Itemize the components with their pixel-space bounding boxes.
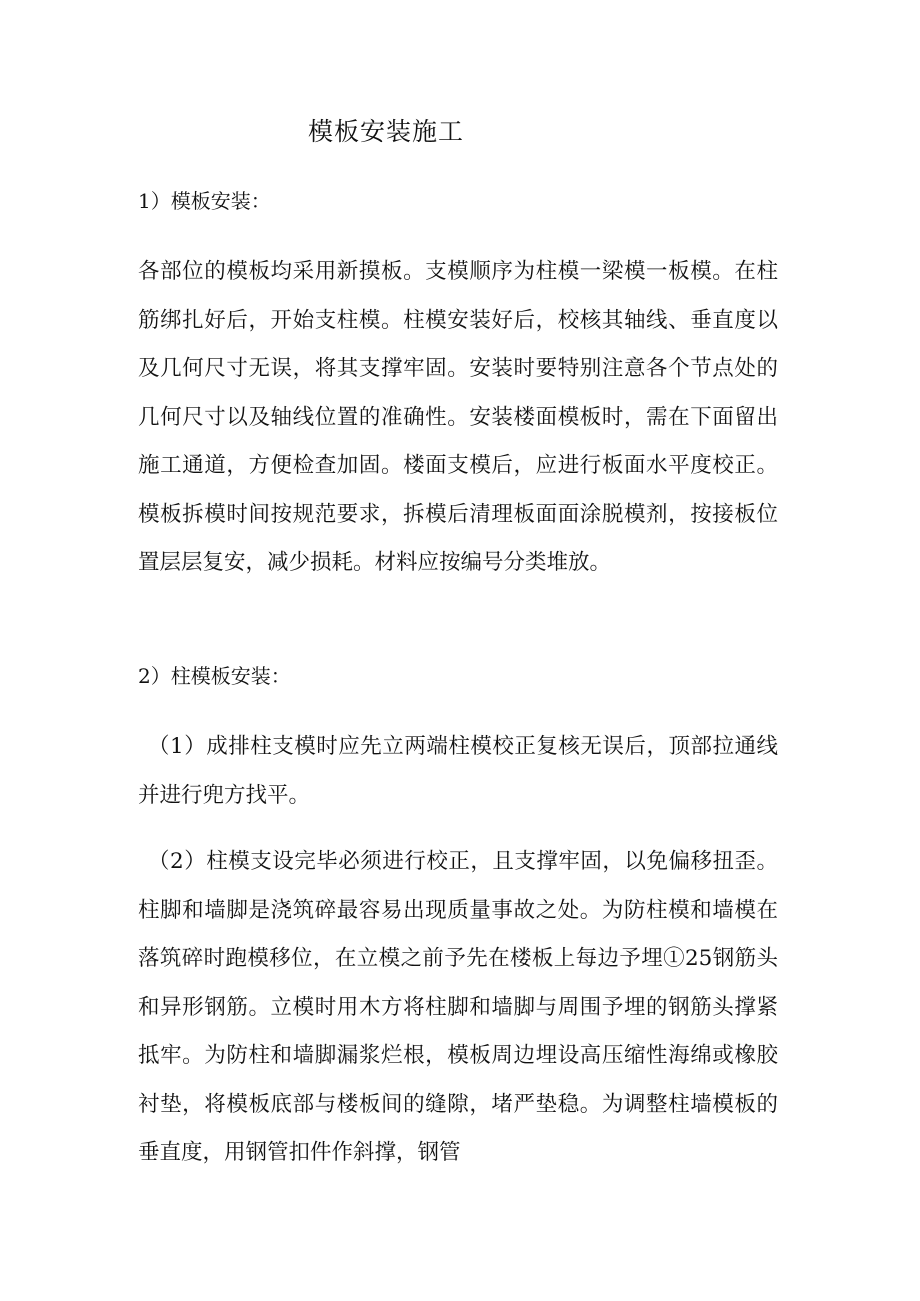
section-2-heading: 2）柱模板安装： [138, 664, 291, 688]
document-title: 模板安装施工 [307, 117, 464, 146]
section-1-heading: 1）模板安装： [138, 189, 271, 213]
section-1-paragraph: 各部位的模板均采用新摸板。支模顺序为柱模一梁模一板模。在柱筋绑扎好后，开始支柱模。柱模安装好后，校核其轴线、垂直度以及几何尺寸无误，将其支撑牢固。安装时要特别注意各个节点处的几何尺寸以及轴线位置的准确性。安装楼面模板时，需在下面留出施工通道，方便检查加固。楼面支模后，应进行板面水平度校正。模板拆模时间按规范要求，拆模后清理板面面涂脱模剂，按接板位置层层复安，减少损耗。材料应按编号分类堆放。 [138, 259, 778, 575]
section-2-item-1: （1）成排柱支模时应先立两端柱模校正复核无误后，顶部拉通线并进行兜方找平。 [138, 734, 778, 808]
section-2-item-2: （2）柱模支设完毕必须进行校正，且支撑牢固，以免偏移扭歪。柱脚和墙脚是浇筑碎最容易出现质量事故之处。为防柱模和墙模在落筑碎时跑模移位，在立模之前予先在楼板上每边予埋①25钢筋头和异形钢筋。立模时用木方将柱脚和墙脚与周围予埋的钢筋头撑紧抵牢。为防柱和墙脚漏浆烂根，模板周边埋设高压缩性海绵或橡胶衬垫，将模板底部与楼板间的缝隙，堵严垫稳。为调整柱墙模板的垂直度，用钢管扣件作斜撑，钢管 [138, 849, 778, 1165]
